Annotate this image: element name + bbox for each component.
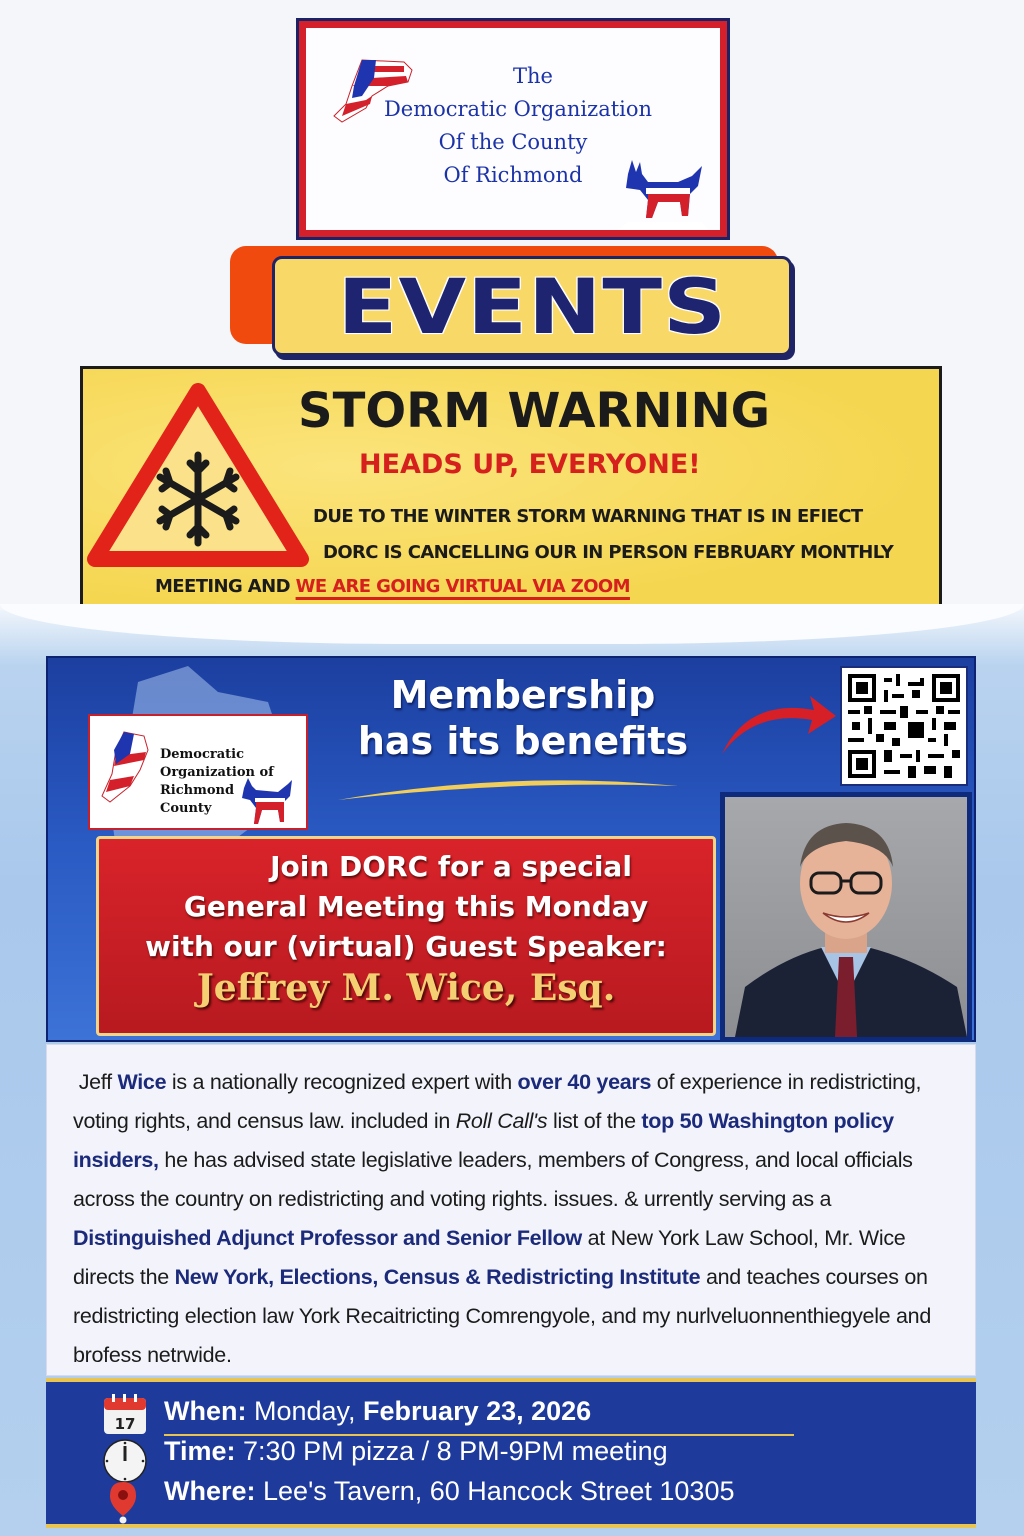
logo-line-richmond: Of Richmond [443, 163, 583, 187]
qr-code-icon [848, 674, 960, 778]
arrow-right-icon [718, 688, 838, 758]
speaker-bio [46, 1044, 976, 1376]
small-logo-text: Democratic Organization of Richmond County [160, 747, 274, 816]
events-banner [272, 256, 792, 356]
time-value: 7:30 PM pizza / 8 PM-9PM meeting [235, 1436, 668, 1466]
logo-line-democratic-organization: Democratic Organization [383, 97, 653, 121]
storm-warning-notice [80, 366, 942, 616]
membership-qr-code[interactable] [840, 666, 968, 786]
logo-line-county: Of the County [438, 130, 588, 154]
calendar-icon [102, 1394, 148, 1434]
speaker-name: Jeffrey M. Wice, Esq. [196, 967, 616, 1009]
storm-line-3-prefix: MEETING AND [155, 576, 296, 597]
when-date: February 23, 2026 [363, 1396, 592, 1426]
staten-island-flag-icon [100, 730, 160, 810]
bio-paragraph: Jeff Wice is a nationally recognized expert with over 40 years of experience in redistricting, voting rights, and census law. included in Roll Call's list of the top 50 Washington policy insiders, he has advised state legislative leaders, members of Congress, and local officials across the country on redistricting and voting rights. issues. & urrently serving as a Distinguished Adjunct Professor and Senior Fellow at New York Law School, Mr. Wice directs the New York, Elections, Census & Redistricting Institute and teaches courses on redistricting election law York Recaitricting Comrengyole, and my nurlveluonnenthiegyele and brofess netrwide. [73, 1070, 931, 1367]
time-label: Time: [164, 1436, 236, 1466]
event-time [164, 1436, 668, 1467]
event-when [164, 1396, 591, 1427]
dorc-small-logo [88, 714, 308, 830]
storm-line-1: DUE TO THE WINTER STORM WARNING THAT IS IN EFIECT [313, 506, 863, 527]
when-label: When: [164, 1396, 247, 1426]
event-where [164, 1476, 734, 1507]
location-pin-icon [108, 1480, 138, 1524]
clock-icon [102, 1438, 148, 1484]
meeting-invite-banner [96, 836, 716, 1036]
speaker-photo [720, 792, 972, 1042]
storm-line-3 [155, 576, 630, 597]
where-label: Where: [164, 1476, 256, 1506]
donkey-icon [618, 156, 708, 230]
events-title: EVENTS [337, 261, 727, 351]
when-day: Monday, [246, 1396, 364, 1426]
snowflake-warning-icon [87, 383, 309, 567]
virtual-zoom-highlight: WE ARE GOING VIRTUAL VIA ZOOM [295, 576, 630, 597]
donkey-icon [240, 776, 296, 826]
dorc-logo [296, 18, 730, 240]
heads-up-subtitle: HEADS UP, EVERYONE! [359, 449, 701, 480]
speaker-portrait [725, 797, 967, 1037]
gold-swoosh-decoration [338, 776, 678, 806]
storm-warning-title: STORM WARNING [298, 383, 771, 439]
event-details [46, 1378, 976, 1528]
meeting-invite-text: Join DORC for a special General Meeting this Monday with our (virtual) Guest Speaker: [145, 850, 667, 963]
membership-panel [46, 656, 976, 1042]
logo-line-the: The [513, 64, 553, 88]
membership-title: Membership has its benefits [357, 673, 689, 763]
storm-line-2: DORC IS CANCELLING OUR IN PERSON FEBRUARY MONTHLY [323, 542, 894, 563]
svg-text:17: 17 [114, 1415, 136, 1433]
where-value: Lee's Tavern, 60 Hancock Street 10305 [255, 1476, 735, 1506]
